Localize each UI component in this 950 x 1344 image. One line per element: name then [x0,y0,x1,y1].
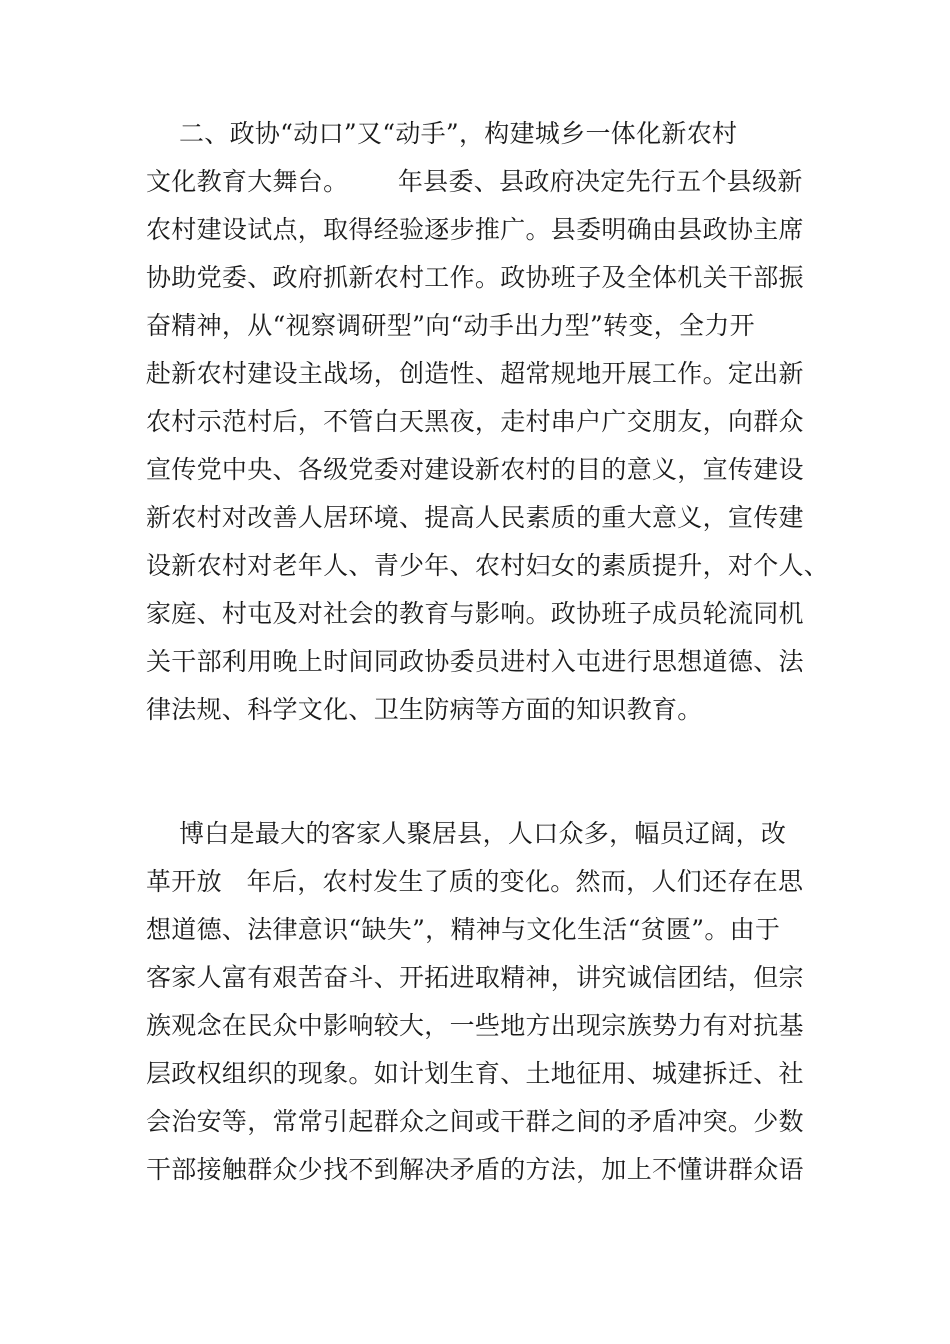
text-line: 赴新农村建设主战场，创造性、超常规地开展工作。定出新 [146,359,804,388]
text-line: 革开放 年后，农村发生了质的变化。然而，人们还存在思 [146,867,804,896]
text-line: 协助党委、政府抓新农村工作。政协班子及全体机关干部振 [146,263,804,292]
text-line: 设新农村对老年人、青少年、农村妇女的素质提升，对个人、 [146,551,830,580]
text-line: 家庭、村屯及对社会的教育与影响。政协班子成员轮流同机 [146,599,804,628]
paragraph-2 [146,810,810,1194]
text-line: 层政权组织的现象。如计划生育、土地征用、城建拆迁、社 [146,1059,804,1088]
paragraph-1 [146,110,830,734]
text-line: 想道德、法律意识“缺失”，精神与文化生活“贫匮”。由于 [146,915,781,944]
text-line: 农村示范村后，不管白天黑夜，走村串户广交朋友，向群众 [146,407,804,436]
text-line: 族观念在民众中影响较大，一些地方出现宗族势力有对抗基 [146,1011,804,1040]
text-line: 新农村对改善人居环境、提高人民素质的重大意义，宣传建 [146,503,804,532]
text-line: 关干部利用晚上时间同政协委员进村入屯进行思想道德、法 [146,647,804,676]
text-line: 干部接触群众少找不到解决矛盾的方法，加上不懂讲群众语 [146,1155,804,1184]
text-line: 博白是最大的客家人聚居县，人口众多，幅员辽阔，改 [146,819,787,848]
text-line: 奋精神，从“视察调研型”向“动手出力型”转变，全力开 [146,311,755,340]
text-line: 二、政协“动口”又“动手”，构建城乡一体化新农村 [146,119,738,148]
text-line: 宣传党中央、各级党委对建设新农村的目的意义，宣传建设 [146,455,804,484]
text-line: 农村建设试点，取得经验逐步推广。县委明确由县政协主席 [146,215,804,244]
text-line: 会治安等，常常引起群众之间或干群之间的矛盾冲突。少数 [146,1107,804,1136]
text-line: 文化教育大舞台。 年县委、县政府决定先行五个县级新 [146,167,803,196]
text-line: 律法规、科学文化、卫生防病等方面的知识教育。 [146,695,703,724]
text-line: 客家人富有艰苦奋斗、开拓进取精神，讲究诚信团结，但宗 [146,963,804,992]
